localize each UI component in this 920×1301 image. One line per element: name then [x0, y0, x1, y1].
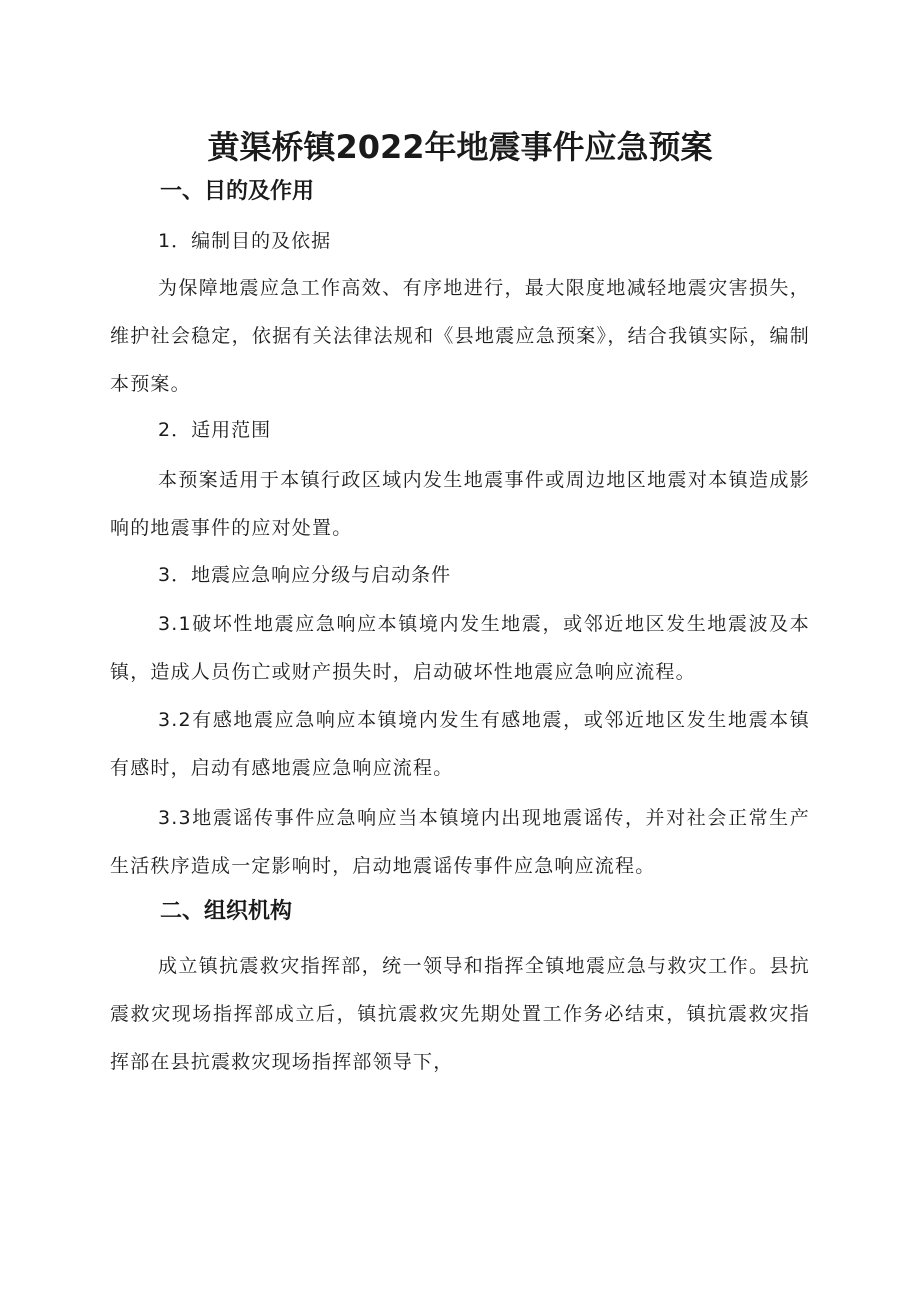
clause-destructive-earthquake: 3.1破坏性地震应急响应本镇境内发生地震，或邻近地区发生地震波及本镇，造成人员伤亡或财产损失时，启动破坏性地震应急响应流程。 [110, 613, 810, 683]
section-heading-purpose: 一、目的及作用 [160, 179, 315, 204]
paragraph-basis: 为保障地震应急工作高效、有序地进行，最大限度地减轻地震灾害损失，维护社会稳定，依据有关法律法规和《县地震应急预案》，结合我镇实际，编制本预案。 [110, 277, 810, 395]
paragraph-scope: 本预案适用于本镇行政区域内发生地震事件或周边地区地震对本镇造成影响的地震事件的应对处置。 [110, 469, 810, 539]
paragraph-organization: 成立镇抗震救灾指挥部，统一领导和指挥全镇地震应急与救灾工作。县抗震救灾现场指挥部成立后，镇抗震救灾先期处置工作务必结束，镇抗震救灾指挥部在县抗震救灾现场指挥部领导下， [110, 955, 810, 1073]
clause-rumor-event: 3.3地震谣传事件应急响应当本镇境内出现地震谣传，并对社会正常生产生活秩序造成一定影响时，启动地震谣传事件应急响应流程。 [110, 807, 810, 877]
subheading-scope: 2．适用范围 [158, 419, 272, 441]
clause-felt-earthquake: 3.2有感地震应急响应本镇境内发生有感地震，或邻近地区发生地震本镇有感时，启动有感地震应急响应流程。 [110, 709, 810, 779]
subheading-response-levels: 3．地震应急响应分级与启动条件 [158, 564, 452, 586]
subheading-basis: 1．编制目的及依据 [158, 230, 332, 252]
section-heading-organization: 二、组织机构 [160, 899, 293, 924]
document-title: 黄渠桥镇2022年地震事件应急预案 [207, 128, 713, 166]
